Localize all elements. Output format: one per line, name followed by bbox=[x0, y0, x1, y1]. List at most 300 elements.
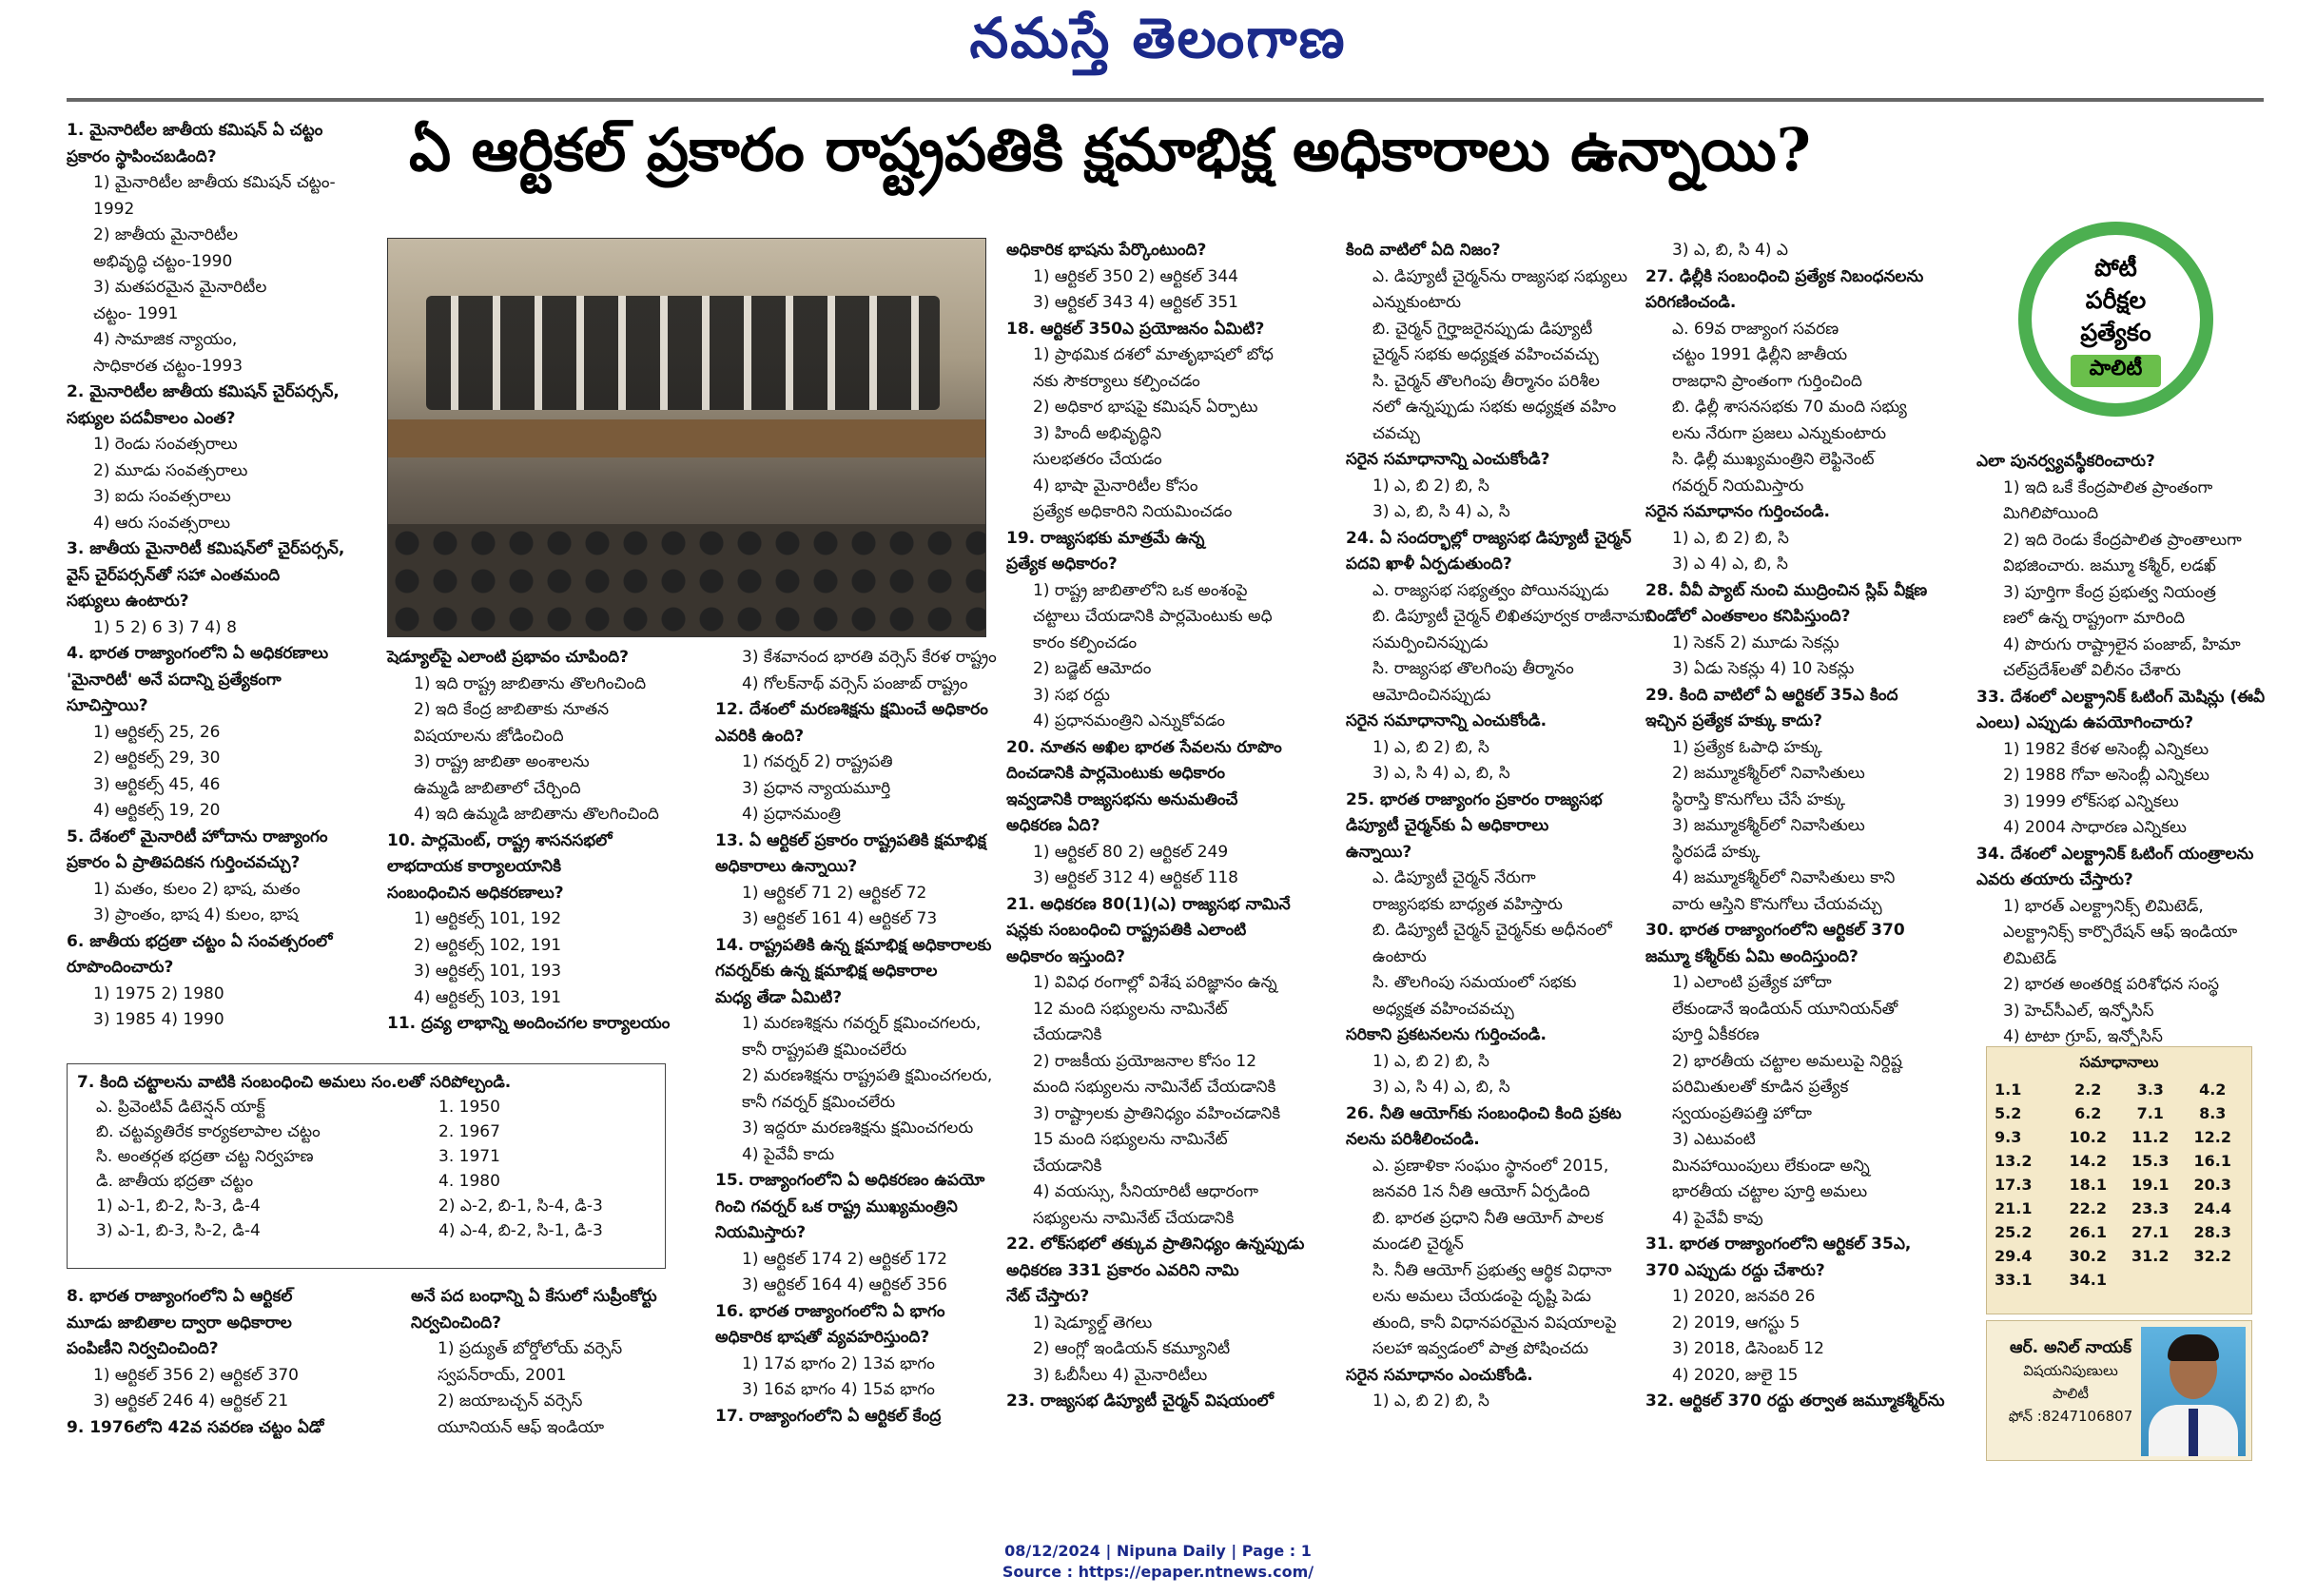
option-line: 4) పైవేవీ కావు bbox=[1672, 1208, 1763, 1228]
option-line: 3) ఓబీసీలు 4) మైనారిటీలు bbox=[1033, 1365, 1208, 1385]
option-line: యూనియన్ ఆఫ్ ఇండియా bbox=[438, 1417, 605, 1437]
answers-title: సమాధానాలు bbox=[2079, 1053, 2159, 1071]
option-line: ఎన్నుకుంటారు bbox=[1372, 293, 1461, 312]
answers-grid bbox=[1995, 1080, 2244, 1289]
question-line: షన్లకు సంబంధించి రాష్ట్రపతికి ఎలాంటి bbox=[1006, 921, 1247, 940]
option-line: 2) జాతీయ మైనారిటీల bbox=[93, 225, 239, 244]
answer-item: 31.2 bbox=[2131, 1247, 2170, 1265]
question-line: సభ్యులు ఉంటారు? bbox=[67, 592, 189, 611]
option-line: నలో ఉన్నప్పుడు సభకు అధ్యక్షత వహిం bbox=[1372, 398, 1617, 417]
option-line: ఎలక్ట్రానిక్స్ కార్పొరేషన్ ఆఫ్ ఇండియా bbox=[2003, 923, 2238, 942]
answer-item: 28.3 bbox=[2193, 1223, 2231, 1241]
question-line: 34. దేశంలో ఎలక్ట్రానిక్ ఓటింగ్ యంత్రాలను bbox=[1976, 844, 2254, 864]
question-line: 30. భారత రాజ్యాంగంలోని ఆర్టికల్ 370 bbox=[1645, 921, 1905, 940]
match-left: 1) ఎ-1, బి-2, సి-3, డి-4 bbox=[96, 1197, 261, 1216]
question-line: 1. మైనారిటీల జాతీయ కమిషన్ ఏ చట్టం bbox=[67, 121, 323, 140]
answer-item: 11.2 bbox=[2131, 1128, 2170, 1146]
question-line: పదవి ఖాళీ ఏర్పడుతుంది? bbox=[1346, 555, 1512, 574]
question-line: ఎంలు) ఎప్పుడు ఉపయోగించారు? bbox=[1976, 713, 2194, 732]
option-line: చట్టాలు చేయడానికి పార్లమెంటుకు అధి bbox=[1033, 607, 1273, 626]
column-5 bbox=[1346, 238, 1679, 1415]
option-line: 1) మతం, కులం 2) భాష, మతం bbox=[93, 879, 301, 899]
option-line: 1) ఇది ఒకే కేంద్రపాలిత ప్రాంతంగా bbox=[2003, 477, 2213, 497]
option-line: 4) వయస్సు, సీనియారిటీ ఆధారంగా bbox=[1033, 1182, 1258, 1201]
question-line: 10. పార్లమెంట్, రాష్ట్ర శాసనసభలో bbox=[387, 830, 613, 850]
answer-item: 19.1 bbox=[2131, 1176, 2170, 1194]
option-line: 2) రాజకీయ ప్రయోజనాల కోసం 12 bbox=[1033, 1051, 1257, 1071]
question-line: 17. రాజ్యాంగంలోని ఏ ఆర్టికల్ కేంద్ర bbox=[715, 1406, 942, 1426]
option-line: ఎ. డిప్యూటీ చైర్మన్ నేరుగా bbox=[1372, 868, 1536, 887]
badge-line-2: పరీక్షల bbox=[2085, 285, 2147, 314]
option-line: 1) మరణశిక్షను గవర్నర్ క్షమించగలరు, bbox=[742, 1014, 982, 1033]
option-line: 1) 1982 కేరళ అసెంబ్లీ ఎన్నికలు bbox=[2003, 739, 2209, 759]
option-line: స్థిరపడే హక్కు bbox=[1672, 842, 1761, 862]
option-line: 4) ఇది ఉమ్మడి జాబితాను తొలగించింది bbox=[414, 805, 659, 824]
author-info bbox=[1995, 1336, 2147, 1428]
answer-item: 33.1 bbox=[1995, 1271, 2033, 1289]
option-line: 2) 2019, ఆగస్టు 5 bbox=[1672, 1313, 1800, 1333]
match-table-title: 7. కింది చట్టాలను వాటికి సంబంధించి అమలు సం.లతో సరిపోల్చండి. bbox=[77, 1073, 512, 1092]
option-line: 1) ప్రాథమిక దశలో మాతృభాషలో బోధ bbox=[1033, 345, 1274, 364]
option-line: జనవరి 1న నీతి ఆయోగ్ ఏర్పడింది bbox=[1372, 1182, 1590, 1201]
option-line: 1) 1975 2) 1980 bbox=[93, 983, 224, 1003]
option-line: బి. చైర్మన్ గైర్హాజరైనప్పుడు డిప్యూటీ bbox=[1372, 319, 1593, 339]
option-line: విషయాలను జోడించింది bbox=[414, 726, 564, 746]
option-line: 4) భాషా మైనారిటీల కోసం bbox=[1033, 476, 1198, 496]
answer-item: 18.1 bbox=[2069, 1176, 2107, 1194]
option-line: సమర్పించినప్పుడు bbox=[1372, 633, 1489, 652]
option-line: చేయడానికి bbox=[1033, 1156, 1102, 1176]
option-line: అభివృద్ధి చట్టం-1990 bbox=[93, 251, 233, 271]
option-line: భారతీయ చట్టాల పూర్తి అమలు bbox=[1672, 1182, 1868, 1201]
question-line: కింది వాటిలో ఏది నిజం? bbox=[1346, 241, 1501, 260]
question-line: 26. నీతి ఆయోగ్‌కు సంబంధించి కింది ప్రకట bbox=[1346, 1103, 1622, 1123]
question-line: ఉన్నాయి? bbox=[1346, 842, 1412, 862]
match-left: 3) ఎ-1, బి-3, సి-2, డి-4 bbox=[96, 1221, 261, 1240]
masthead-logo: నమస్తే తెలంగాణ bbox=[969, 6, 1347, 70]
question-line: అధికరణ ఏది? bbox=[1006, 816, 1100, 835]
question-line: 14. రాష్ట్రపతికి ఉన్న క్షమాభిక్ష అధికారాలకు bbox=[715, 935, 992, 955]
question-line: సరైన సమాధానం గుర్తించండి. bbox=[1645, 502, 1830, 521]
question-line: మధ్య తేడా ఏమిటి? bbox=[715, 987, 843, 1007]
option-line: 1) ఎ, బి 2) బి, సి bbox=[1372, 1051, 1489, 1071]
option-line: 1) మైనారిటీల జాతీయ కమిషన్ చట్టం- bbox=[93, 173, 336, 192]
option-line: 1) ఇది రాష్ట్ర జాబితాను తొలగించింది bbox=[414, 673, 647, 693]
question-line: సరైన సమాధానాన్ని ఎంచుకోండి. bbox=[1346, 711, 1547, 730]
column-3 bbox=[715, 645, 1010, 1430]
option-line: 3) రాష్ట్ర జాబితా అంశాలను bbox=[414, 752, 590, 771]
option-line: 1) రెండు సంవత్సరాలు bbox=[93, 435, 238, 454]
option-line: సి. రాజ్యసభ తొలగింపు తీర్మానం bbox=[1372, 659, 1574, 678]
option-line: 3) ఇద్దరూ మరణశిక్షను క్షమించగలరు bbox=[742, 1119, 974, 1138]
option-line: 2) ఇది రెండు కేంద్రపాలిత ప్రాంతాలుగా bbox=[2003, 530, 2242, 550]
option-line: 3) జమ్మూకశ్మీర్‌లో నివాసితులు bbox=[1672, 816, 1865, 835]
column-2 bbox=[387, 645, 710, 1038]
option-line: చల్‌ప్రదేశ్‌లతో విలీనం చేశారు bbox=[2003, 661, 2181, 680]
question-line: మూడు జాబితాల ద్వారా అధికారాల bbox=[67, 1313, 292, 1333]
answer-item: 24.4 bbox=[2193, 1199, 2231, 1217]
match-right: 2. 1967 bbox=[438, 1122, 500, 1141]
question-line: 8. భారత రాజ్యాంగంలోని ఏ ఆర్టికల్ bbox=[67, 1287, 293, 1306]
match-row bbox=[77, 1194, 655, 1218]
option-line: 3) కేశవానంద భారతి వర్సెస్ కేరళ రాష్ట్రం bbox=[742, 648, 997, 667]
question-line: 16. భారత రాజ్యాంగంలోని ఏ భాగం bbox=[715, 1301, 945, 1321]
option-line: స్వయంప్రతిపత్తి హోదా bbox=[1672, 1103, 1812, 1123]
question-line: ప్రకారం స్థాపించబడింది? bbox=[67, 146, 217, 166]
question-line: నిర్వచించింది? bbox=[411, 1313, 501, 1333]
option-line: 4) పొరుగు రాష్ట్రాలైన పంజాబ్, హిమా bbox=[2003, 634, 2241, 654]
option-line: ఎ. ప్రణాళికా సంఘం స్థానంలో 2015, bbox=[1372, 1156, 1609, 1176]
option-line: బి. డిప్యూటీ చైర్మన్ చైర్మన్‌కు అధీనంలో bbox=[1372, 921, 1612, 940]
option-line: 3) ఎటువంటి bbox=[1672, 1130, 1756, 1149]
question-line: 25. భారత రాజ్యాంగం ప్రకారం రాజ్యసభ bbox=[1346, 789, 1603, 809]
option-line: వారు ఆస్తిని కొనుగోలు చేయవచ్చు bbox=[1672, 894, 1882, 914]
answer-item: 15.3 bbox=[2131, 1152, 2170, 1170]
option-line: 3) ఎ, సి 4) ఎ, బి, సి bbox=[1372, 1078, 1510, 1097]
option-line: 1) 5 2) 6 3) 7 4) 8 bbox=[93, 617, 237, 637]
badge-topic: పాలిటీ bbox=[2071, 355, 2162, 387]
option-line: 3) మతపరమైన మైనారిటీల bbox=[93, 278, 267, 297]
option-line: 2) జయాబచ్చన్ వర్సెస్ bbox=[438, 1392, 583, 1411]
judges-bench bbox=[426, 296, 940, 410]
option-line: బి. డిప్యూటీ చైర్మన్ లిఖితపూర్వక రాజీనామా bbox=[1372, 607, 1650, 626]
answer-item: 2.2 bbox=[2074, 1080, 2102, 1099]
court-desk bbox=[388, 419, 985, 457]
answer-item: 22.2 bbox=[2069, 1199, 2107, 1217]
match-row bbox=[77, 1095, 655, 1119]
option-line: 3) ఆర్టికల్ 343 4) ఆర్టికల్ 351 bbox=[1033, 293, 1238, 312]
option-line: 4) పైవేవీ కాదు bbox=[742, 1144, 835, 1164]
option-line: 1) ఎ, బి 2) బి, సి bbox=[1372, 476, 1489, 496]
option-line: 3) సభ రద్దు bbox=[1033, 685, 1110, 705]
option-line: 3) హిందీ అభివృద్ధిని bbox=[1033, 423, 1162, 443]
author-box bbox=[1986, 1320, 2252, 1461]
option-line: లను నేరుగా ప్రజలు ఎన్నుకుంటారు bbox=[1672, 423, 1887, 443]
question-line: అధికారం ఇస్తుంది? bbox=[1006, 946, 1125, 966]
option-line: సి. ఢిల్లీ ముఖ్యమంత్రిని లెఫ్టినెంట్ bbox=[1672, 450, 1875, 469]
option-line: 1) ఆర్టికల్ 71 2) ఆర్టికల్ 72 bbox=[742, 883, 927, 903]
answer-item: 20.3 bbox=[2193, 1176, 2231, 1194]
option-line: 1) షెడ్యూల్డ్ తెగలు bbox=[1033, 1313, 1153, 1333]
question-line: షెడ్యూల్‌పై ఎలాంటి ప్రభావం చూపింది? bbox=[387, 648, 629, 667]
question-line: అధికారిక భాషను పేర్కొంటుంది? bbox=[1006, 241, 1207, 260]
question-line: 9. 1976లోని 42వ సవరణ చట్టం ఏడో bbox=[67, 1417, 324, 1437]
option-line: 15 మంది సభ్యులను నామినేట్ bbox=[1033, 1130, 1228, 1149]
option-line: 2) మరణశిక్షను రాష్ట్రపతి క్షమించగలరు, bbox=[742, 1066, 993, 1085]
option-line: 1) 17వ భాగం 2) 13వ భాగం bbox=[742, 1353, 935, 1373]
question-line: ఎవరికి ఉంది? bbox=[715, 726, 805, 746]
option-line: 2) అధికార భాషపై కమిషన్ ఏర్పాటు bbox=[1033, 398, 1258, 417]
question-line: అధికారాలు ఉన్నాయి? bbox=[715, 857, 858, 876]
question-line: ప్రకారం ఏ ప్రాతిపదికన గుర్తించవచ్చు? bbox=[67, 853, 301, 872]
question-line: 23. రాజ్యసభ డిప్యూటీ చైర్మన్ విషయంలో bbox=[1006, 1392, 1274, 1411]
question-line: అధికారిక భాషతో వ్యవహరిస్తుంది? bbox=[715, 1328, 930, 1347]
option-line: ఎ. 69వ రాజ్యాంగ సవరణ bbox=[1672, 319, 1839, 339]
answer-item: 17.3 bbox=[1995, 1176, 2033, 1194]
option-line: నకు సౌకర్యాలు కల్పించడం bbox=[1033, 371, 1200, 391]
option-line: బి. భారత ప్రధాని నీతి ఆయోగ్ పాలక bbox=[1372, 1208, 1604, 1228]
option-line: 1) ఎ, బి 2) బి, సి bbox=[1372, 737, 1489, 757]
answer-item: 34.1 bbox=[2069, 1271, 2107, 1289]
question-line: 'మైనారిటీ' అనే పదాన్ని ప్రత్యేకంగా bbox=[67, 670, 282, 690]
masthead-divider bbox=[67, 98, 2264, 102]
option-line: మండలి చైర్మన్ bbox=[1372, 1235, 1464, 1254]
option-line: 1) ఆర్టికల్ 356 2) ఆర్టికల్ 370 bbox=[93, 1365, 299, 1385]
match-right: 3. 1971 bbox=[438, 1147, 500, 1166]
question-line: ప్రత్యేక అధికారం? bbox=[1006, 555, 1118, 574]
question-line: 15. రాజ్యాంగంలోని ఏ అధికరణం ఉపయో bbox=[715, 1171, 985, 1190]
answer-item: 4.2 bbox=[2199, 1080, 2227, 1099]
option-line: 1) వివిధ రంగాల్లో విశేష పరిజ్ఞానం ఉన్న bbox=[1033, 973, 1277, 992]
option-line: 4) ప్రధానమంత్రిని ఎన్నుకోవడం bbox=[1033, 711, 1226, 730]
question-line: 29. కింది వాటిలో ఏ ఆర్టికల్ 35ఎ కింద bbox=[1645, 685, 1898, 705]
option-line: 3) ఆర్టికల్ 246 4) ఆర్టికల్ 21 bbox=[93, 1392, 289, 1411]
option-line: 1) ఆర్టికల్ 80 2) ఆర్టికల్ 249 bbox=[1033, 842, 1229, 862]
option-line: గవర్నర్ నియమిస్తారు bbox=[1672, 476, 1804, 496]
option-line: 2) ఆర్టికల్స్ 29, 30 bbox=[93, 749, 221, 768]
option-line: 3) రాష్ట్రాలకు ప్రాతినిధ్యం వహించడానికి bbox=[1033, 1103, 1281, 1123]
question-line: సరైన సమాధానాన్ని ఎంచుకోండి? bbox=[1346, 450, 1550, 469]
question-line: 3. జాతీయ మైనారిటీ కమిషన్‌లో చైర్‌పర్సన్, bbox=[67, 539, 345, 558]
question-line: నలను పరిశీలించండి. bbox=[1346, 1130, 1480, 1149]
option-line: 3) ఆర్టికల్ 312 4) ఆర్టికల్ 118 bbox=[1033, 868, 1238, 887]
option-line: కారం కల్పించడం bbox=[1033, 633, 1138, 652]
option-line: సి. నీతి ఆయోగ్ ప్రభుత్వ ఆర్థిక విధానా bbox=[1372, 1260, 1612, 1280]
option-line: బి. ఢిల్లీ శాసనసభకు 70 మంది సభ్యు bbox=[1672, 398, 1907, 417]
option-line: రాజధాని ప్రాంతంగా గుర్తించింది bbox=[1672, 371, 1862, 391]
question-line: 2. మైనారిటీల జాతీయ కమిషన్ చైర్‌పర్సన్, bbox=[67, 382, 340, 401]
option-line: 2) బడ్జెట్ ఆమోదం bbox=[1033, 659, 1152, 678]
option-line: 1) ఆర్టికల్ 350 2) ఆర్టికల్ 344 bbox=[1033, 266, 1238, 286]
option-line: 3) ఎ, సి 4) ఎ, బి, సి bbox=[1372, 764, 1510, 783]
match-right: 2) ఎ-2, బి-1, సి-4, డి-3 bbox=[438, 1197, 603, 1216]
option-line: 3) ఎ 4) ఎ, బి, సి bbox=[1672, 555, 1788, 574]
audience bbox=[388, 524, 985, 636]
answer-item: 30.2 bbox=[2069, 1247, 2107, 1265]
badge-line-1: పోటీ bbox=[2094, 253, 2137, 282]
question-line: నియమిస్తారు? bbox=[715, 1223, 807, 1242]
option-line: లేకుండానే ఇండియన్ యూనియన్‌తో bbox=[1672, 999, 1898, 1019]
question-line: వైస్ చైర్‌పర్సన్‌తో సహా ఎంతమంది bbox=[67, 565, 281, 585]
answer-item: 32.2 bbox=[2193, 1247, 2231, 1265]
option-line: 3) ఎ, బి, సి 4) ఎ bbox=[1672, 241, 1788, 260]
author-role: విషయనిపుణులు bbox=[2023, 1362, 2118, 1379]
option-line: మిగిలిపోయింది bbox=[2003, 504, 2099, 523]
answer-item: 1.1 bbox=[1995, 1080, 2022, 1099]
question-line: 370 ఎప్పుడు రద్దు చేశారు? bbox=[1645, 1260, 1825, 1280]
question-line: పరిగణించండి. bbox=[1645, 293, 1737, 312]
match-row bbox=[77, 1218, 655, 1243]
option-line: 1992 bbox=[93, 199, 135, 219]
answers-box bbox=[1986, 1046, 2252, 1314]
option-line: 4) సామాజిక న్యాయం, bbox=[93, 330, 238, 349]
answer-item: 9.3 bbox=[1995, 1128, 2022, 1146]
question-line: 4. భారత రాజ్యాంగంలోని ఏ అధికరణాలు bbox=[67, 644, 329, 663]
question-line: సూచిస్తాయి? bbox=[67, 696, 148, 715]
match-table bbox=[67, 1063, 666, 1269]
option-line: 4) ప్రధానమంత్రి bbox=[742, 805, 841, 824]
answer-item: 6.2 bbox=[2074, 1104, 2102, 1122]
option-line: 1) రాష్ట్ర జాబితాలోని ఒక అంశంపై bbox=[1033, 580, 1248, 600]
option-line: సి. చైర్మన్ తొలగింపు తీర్మానం పరిశీల bbox=[1372, 371, 1600, 391]
badge-line-3: ప్రత్యేకం bbox=[2080, 318, 2151, 346]
option-line: సాధికారత చట్టం-1993 bbox=[93, 356, 243, 376]
option-line: స్థిరాస్తి కొనుగోలు చేసే హక్కు bbox=[1672, 789, 1846, 809]
option-line: 2) భారతీయ చట్టాల అమలుపై నిర్దిష్ట bbox=[1672, 1051, 1902, 1071]
option-line: 1) గవర్నర్ 2) రాష్ట్రపతి bbox=[742, 752, 893, 771]
answer-item: 26.1 bbox=[2069, 1223, 2107, 1241]
option-line: ణలో ఉన్న రాష్ట్రంగా మారింది bbox=[2003, 609, 2186, 628]
option-line: 2) ఆర్టికల్స్ 102, 191 bbox=[414, 935, 562, 955]
option-line: 2) మూడు సంవత్సరాలు bbox=[93, 460, 248, 480]
question-line: 18. ఆర్టికల్ 350ఎ ప్రయోజనం ఏమిటి? bbox=[1006, 319, 1265, 339]
question-line: లాభదాయక కార్యాలయానికి bbox=[387, 857, 561, 876]
option-line: పూర్తి ఏకీకరణ bbox=[1672, 1025, 1760, 1044]
option-line: 4) ఆరు సంవత్సరాలు bbox=[93, 513, 231, 533]
question-line: 24. ఏ సందర్భాల్లో రాజ్యసభ డిప్యూటీ చైర్మన్ bbox=[1346, 528, 1632, 548]
option-line: 12 మంది సభ్యులను నామినేట్ bbox=[1033, 999, 1228, 1019]
match-left: సి. అంతర్గత భద్రతా చట్ట నిర్వహణ bbox=[96, 1147, 314, 1166]
question-line: సభ్యుల పదవీకాలం ఎంత? bbox=[67, 408, 236, 428]
option-line: 4) 2004 సాధారణ ఎన్నికలు bbox=[2003, 818, 2187, 837]
option-line: ఉంటారు bbox=[1372, 946, 1427, 966]
option-line: ఉమ్మడి జాబితాలో చేర్చింది bbox=[414, 778, 581, 798]
option-line: చేయడానికి bbox=[1033, 1025, 1102, 1044]
option-line: ప్రత్యేక అధికారిని నియమించడం bbox=[1033, 502, 1233, 521]
question-line: ఇచ్చిన ప్రత్యేక హక్కు కాదు? bbox=[1645, 711, 1823, 730]
option-line: 3) 2018, డిసెంబర్ 12 bbox=[1672, 1339, 1824, 1358]
question-line: జమ్మూ కశ్మీర్‌కు ఏమి అందిస్తుంది? bbox=[1645, 946, 1859, 966]
option-line: కానీ రాష్ట్రపతి క్షమించలేరు bbox=[742, 1040, 907, 1060]
option-line: తుంది, కానీ విధానపరమైన విషయాలపై bbox=[1372, 1313, 1617, 1333]
column-6 bbox=[1645, 238, 1978, 1415]
footer-source-link[interactable]: Source : https://epaper.ntnews.com/ bbox=[1002, 1563, 1314, 1581]
exam-special-badge bbox=[2018, 222, 2213, 417]
question-line: డిప్యూటీ చైర్మన్‌కు ఏ అధికారాలు bbox=[1346, 816, 1549, 835]
option-line: 3) 16వ భాగం 4) 15వ భాగం bbox=[742, 1380, 935, 1399]
option-line: చట్టం 1991 ఢిల్లీని జాతీయ bbox=[1672, 345, 1848, 364]
answer-item: 16.1 bbox=[2193, 1152, 2231, 1170]
option-line: ఎ. రాజ్యసభ సభ్యత్వం పోయినప్పుడు bbox=[1372, 580, 1609, 600]
author-name: ఆర్. అనిల్ నాయక్ bbox=[2010, 1338, 2131, 1357]
question-line: 20. నూతన అఖిల భారత సేవలను రూపొం bbox=[1006, 737, 1282, 757]
option-line: 4) 2020, జులై 15 bbox=[1672, 1365, 1799, 1385]
question-line: గవర్నర్‌కు ఉన్న క్షమాభిక్ష అధికారాల bbox=[715, 962, 938, 981]
question-line: ఎవరు తయారు చేస్తారు? bbox=[1976, 870, 2133, 889]
answer-item: 21.1 bbox=[1995, 1199, 2033, 1217]
question-line: 31. భారత రాజ్యాంగంలోని ఆర్టికల్ 35ఎ, bbox=[1645, 1235, 1912, 1254]
question-line: 32. ఆర్టికల్ 370 రద్దు తర్వాత జమ్మూకశ్మీర్‌ను bbox=[1645, 1392, 1945, 1411]
option-line: చైర్మన్ సభకు అధ్యక్షత వహించవచ్చు bbox=[1372, 345, 1599, 364]
match-row bbox=[77, 1169, 655, 1194]
option-line: 4) ఆర్టికల్స్ 103, 191 bbox=[414, 987, 562, 1007]
question-line: 19. రాజ్యసభకు మాత్రమే ఉన్న bbox=[1006, 528, 1205, 548]
column-2-bottom bbox=[411, 1284, 715, 1441]
question-line: అధికరణ 331 ప్రకారం ఎవరిని నామి bbox=[1006, 1260, 1239, 1280]
column-7 bbox=[1976, 449, 2271, 1051]
option-line: 3) ప్రాంతం, భాష 4) కులం, భాష bbox=[93, 905, 299, 925]
question-line: 21. అధికరణ 80(1)(ఎ) రాజ్యసభ నామినే bbox=[1006, 894, 1291, 914]
match-row bbox=[77, 1119, 655, 1144]
option-line: 2) జమ్మూకశ్మీర్‌లో నివాసితులు bbox=[1672, 764, 1865, 783]
option-line: 2) భారత అంతరిక్ష పరిశోధన సంస్థ bbox=[2003, 975, 2220, 994]
option-line: సి. తొలగింపు సమయంలో సభకు bbox=[1372, 973, 1577, 992]
question-line: 33. దేశంలో ఎలక్ట్రానిక్ ఓటింగ్ మెషిన్లు (ఈవీ bbox=[1976, 687, 2266, 707]
option-line: ఎ. డిప్యూటీ చైర్మన్‌ను రాజ్యసభ సభ్యులు bbox=[1372, 266, 1628, 286]
option-line: 3) ఐదు సంవత్సరాలు bbox=[93, 487, 231, 506]
author-subject: పాలిటీ bbox=[2052, 1385, 2090, 1402]
question-line: 11. ద్రవ్య లాభాన్ని అందించగల కార్యాలయం bbox=[387, 1014, 671, 1033]
option-line: మంది సభ్యులను నామినేట్ చేయడానికి bbox=[1033, 1078, 1276, 1097]
answer-item: 14.2 bbox=[2069, 1152, 2107, 1170]
match-right: 4. 1980 bbox=[438, 1172, 500, 1191]
option-line: 3) ఆర్టికల్ 161 4) ఆర్టికల్ 73 bbox=[742, 909, 938, 928]
option-line: 1) ఆర్టికల్స్ 101, 192 bbox=[414, 909, 562, 928]
option-line: 4) ఆర్టికల్స్ 19, 20 bbox=[93, 801, 221, 820]
option-line: 3) ఆర్టికల్ 164 4) ఆర్టికల్ 356 bbox=[742, 1275, 947, 1294]
option-line: సులభతరం చేయడం bbox=[1033, 450, 1162, 469]
courtroom-photo bbox=[387, 238, 986, 637]
answer-item: 3.3 bbox=[2136, 1080, 2164, 1099]
author-phone: ఫోన్ :8247106807 bbox=[2008, 1408, 2133, 1425]
option-line: కానీ గవర్నర్ క్షమించలేరు bbox=[742, 1092, 896, 1112]
option-line: సలహా ఇవ్వడంలో పాత్ర పోషించదు bbox=[1372, 1339, 1589, 1358]
option-line: 1) ఎ, బి 2) బి, సి bbox=[1372, 1392, 1489, 1411]
answer-item: 12.2 bbox=[2193, 1128, 2231, 1146]
page-footer bbox=[0, 1541, 2316, 1583]
answer-item: 13.2 bbox=[1995, 1152, 2033, 1170]
page-headline: ఏ ఆర్టికల్ ప్రకారం రాష్ట్రపతికి క్షమాభిక్ష అధికారాలు ఉన్నాయి? bbox=[409, 115, 1811, 185]
answer-item: 10.2 bbox=[2069, 1128, 2107, 1146]
option-line: అధ్యక్షత వహించవచ్చు bbox=[1372, 999, 1514, 1019]
option-line: 1) ఎ, బి 2) బి, సి bbox=[1672, 528, 1789, 548]
question-line: 22. లోక్‌సభలో తక్కువ ప్రాతినిధ్యం ఉన్నప్పుడు bbox=[1006, 1235, 1305, 1254]
option-line: పరిమితులతో కూడిన ప్రత్యేక bbox=[1672, 1078, 1849, 1097]
question-line: ఎలా పునర్వ్యవస్థీకరించారు? bbox=[1976, 452, 2155, 471]
match-right: 4) ఎ-4, బి-2, సి-1, డి-3 bbox=[438, 1221, 603, 1240]
option-line: చవచ్చు bbox=[1372, 423, 1420, 443]
option-line: 3) పూర్తిగా కేంద్ర ప్రభుత్వ నియంత్ర bbox=[2003, 582, 2216, 602]
question-line: 28. వీవీ ప్యాట్ నుంచి ముద్రించిన స్లిప్ వీక్షణ bbox=[1645, 580, 1928, 600]
option-line: 3) ఆర్టికల్స్ 101, 193 bbox=[414, 962, 562, 981]
option-line: 1) ప్రత్యేక ఓపాధి హక్కు bbox=[1672, 737, 1822, 757]
option-line: 1) ఆర్టికల్ 174 2) ఆర్టికల్ 172 bbox=[742, 1249, 947, 1269]
option-line: 3) 1985 4) 1990 bbox=[93, 1010, 224, 1029]
option-line: విభజించారు. జమ్మూ కశ్మీర్, లడఖ్ bbox=[2003, 556, 2216, 575]
option-line: 3) హెచ్‌సీఎల్, ఇన్ఫోసిస్ bbox=[2003, 1001, 2154, 1021]
answer-item: 25.2 bbox=[1995, 1223, 2033, 1241]
option-line: 3) ఎ, బి, సి 4) ఎ, సి bbox=[1372, 502, 1510, 521]
match-left: ఎ. ప్రివెంటివ్ డిటెన్షన్ యాక్ట్ bbox=[96, 1098, 265, 1117]
option-line: లిమిటెడ్ bbox=[2003, 948, 2057, 968]
question-line: 13. ఏ ఆర్టికల్ ప్రకారం రాష్ట్రపతికి క్షమాభిక్ష bbox=[715, 830, 986, 850]
option-line: ఆమోదించినప్పుడు bbox=[1372, 685, 1491, 705]
question-line: సంబంధించిన అధికరణాలు? bbox=[387, 883, 564, 903]
answer-item: 27.1 bbox=[2131, 1223, 2170, 1241]
option-line: 1) ఆర్టికల్స్ 25, 26 bbox=[93, 722, 221, 742]
option-line: రాజ్యసభకు బాధ్యత వహిస్తారు bbox=[1372, 894, 1563, 914]
option-line: 2) ఇది కేంద్ర జాబితాకు నూతన bbox=[414, 700, 610, 719]
option-line: 2) 1988 గోవా అసెంబ్లీ ఎన్నికలు bbox=[2003, 766, 2209, 785]
match-right: 1. 1950 bbox=[438, 1098, 500, 1117]
option-line: 4) గోలక్‌నాథ్ వర్సెస్ పంజాబ్ రాష్ట్రం bbox=[742, 673, 968, 693]
option-line: మినహాయింపులు లేకుండా అన్ని bbox=[1672, 1156, 1870, 1176]
option-line: 1) సెకన్ 2) మూడు సెకన్లు bbox=[1672, 633, 1839, 652]
question-line: 5. దేశంలో మైనారిటీ హోదాను రాజ్యాంగం bbox=[67, 827, 328, 847]
question-line: దించడానికి పార్లమెంటుకు అధికారం bbox=[1006, 764, 1226, 783]
match-left: డి. జాతీయ భద్రతా చట్టం bbox=[96, 1172, 254, 1191]
question-line: సరికాని ప్రకటనలను గుర్తించండి. bbox=[1346, 1025, 1547, 1044]
